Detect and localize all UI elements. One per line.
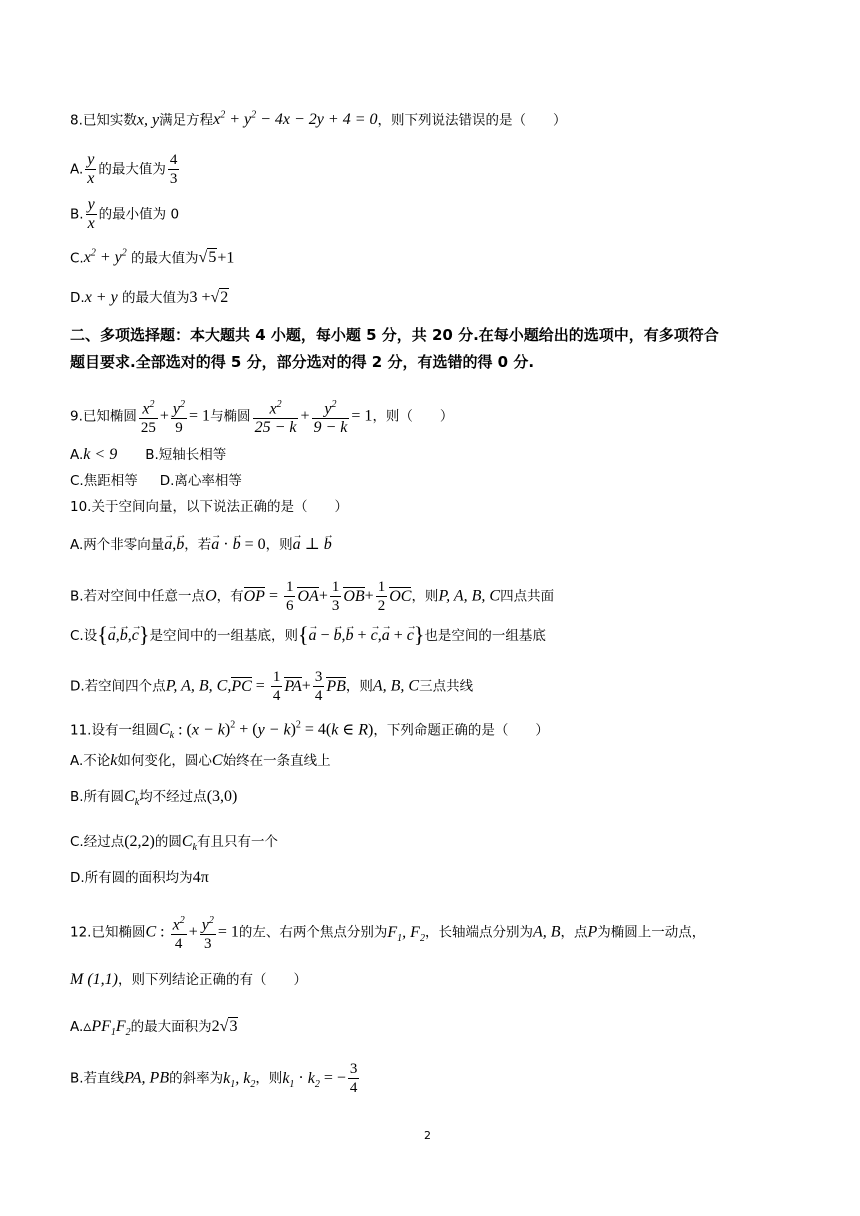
q9-options-cd: C.焦距相等 D.离心率相等 (70, 473, 242, 489)
q11-option-d: D.所有圆的面积均为4π (70, 869, 209, 886)
q8-option-a: A. $\frac{y}{x}$ 的最大值为 $\frac{4}{3}$ (70, 151, 178, 187)
q11-stem: 11.设有一组圆$C_k$ : $(x - k)^2 + (y - k)^2 = 4(k$ ∈ R)，下列命题正确的是（ ） (70, 720, 549, 742)
q12-stem: 12.已知椭圆C : $\frac{x^2}{4}$ + $\frac{y^2}{3}$ = 1的左、右两个焦点分别为$F_1$, $F_2$，长轴端点分别为A, B，点P为椭圆上一动点， (70, 912, 705, 953)
section-2-heading: 二、多项选择题：本大题共 4 小题，每小题 5 分，共 20 分.在每小题给出的选项中，有多项符合 (70, 326, 719, 344)
q8-stem-text: 8.已知实数 (70, 112, 137, 129)
q12-option-a: $A.▵PF_1F_2$的最大面积为2√3 (70, 1018, 238, 1039)
q8-stem-tail: ，则下列说法错误的是（ ） (377, 112, 567, 129)
q8-vars: x, y (136, 111, 160, 129)
q10-option-d: D.若空间四个点P, A, B, C,PC = $\frac{1}{4}$ PA+ $\frac{3}{4}$ PB，则A, B, C三点共线 (70, 669, 474, 704)
q8-stem-text2: 满足方程 (159, 112, 214, 129)
q8-option-b: B. $\frac{y}{x}$ 的最小值为 0 (70, 196, 180, 232)
q11-option-b: B.所有圆$C_k$均不经过点(3,0) (70, 788, 238, 809)
q10-option-b: B.若对空间中任意一点O，有OP = $\frac{1}{6}$ OA+ $\frac{1}{3}$ OB+ $\frac{1}{2}$ OC，则P, A, B, C四点共面 (70, 579, 555, 614)
q8-stem (70, 106, 567, 130)
section-2-heading-cont: 题目要求.全部选对的得 5 分，部分选对的得 2 分，有选错的得 0 分. (70, 353, 535, 371)
q11-option-a: A.不论k如何变化，圆心C始终在一条直线上 (70, 752, 331, 769)
q11-option-c: C.经过点(2,2)的圆$C_k$有且只有一个 (70, 833, 278, 854)
page-number: 2 (424, 1129, 431, 1142)
q10-option-c: C.设{→ a,→ b,→ c}是空间中的一组基底，则{→ a − → b,→ b + → c,→ a + → c}也是空间的一组基底 (70, 625, 546, 646)
q9-stem: 9.已知椭圆 $\frac{x^2}{25}$ + $\frac{y^2}{9}$ = 1与椭圆 $\frac{x^2}{25 - k}$ + $\frac{y^2}{9 - k}$ = 1，则（ ） (70, 396, 453, 437)
q8-option-d: D.x + y 的最大值为3 +√2 (70, 289, 229, 306)
q9-options-ab: A.k < 9 B.短轴长相等 (70, 446, 227, 463)
q8-option-c: $C.x^2 + y^2$ 的最大值为√5+1 (70, 248, 235, 267)
q10-stem: 10.关于空间向量，以下说法正确的是（ ） (70, 499, 348, 515)
q8-equation: $x^2 + y^2 - 4x - 2y + 4 = 0$ (213, 110, 378, 129)
q12-stem-cont: M (1,1)，则下列结论正确的有（ ） (70, 971, 307, 988)
q10-option-a: A.两个非零向量→ a,→ b，若→ a · → b = 0，则→ a ⊥ → b (70, 535, 332, 555)
q12-option-b: B.若直线PA, PB的斜率为$k_1$, $k_2$，则$k_1 \cdot k_2$ = − $\frac{3}{4}$ (70, 1061, 358, 1096)
